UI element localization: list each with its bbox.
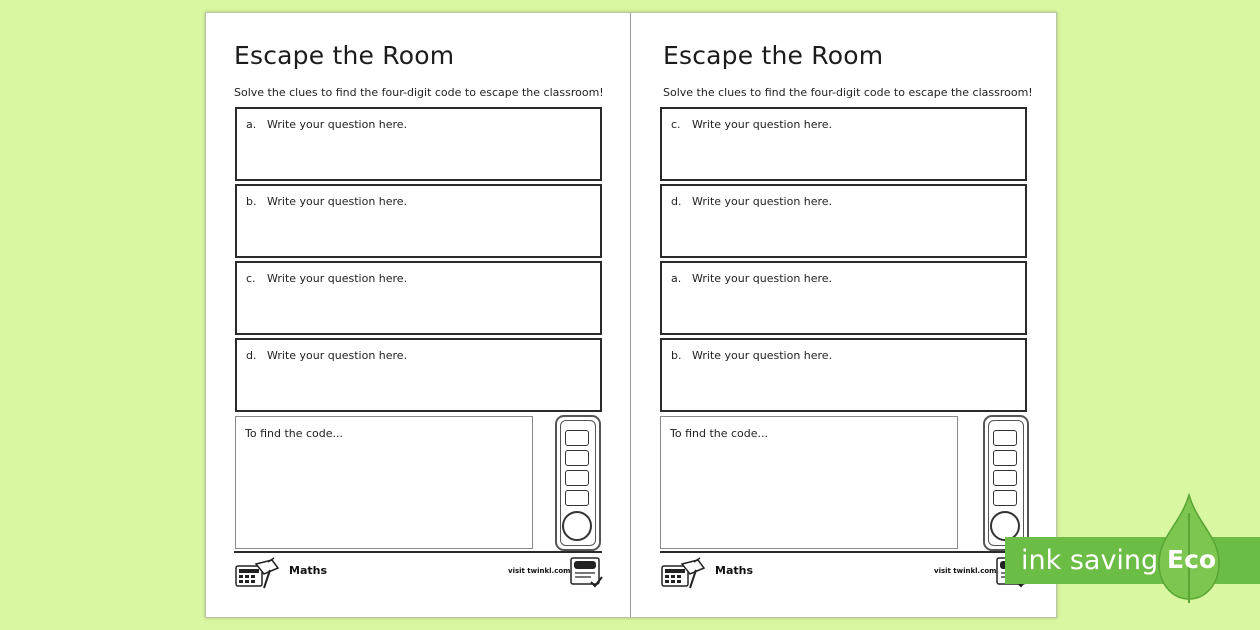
code-digit-slot: [993, 430, 1017, 446]
code-digit-slot: [565, 430, 589, 446]
question-text: Write your question here.: [692, 349, 833, 362]
worksheet-page-left: [206, 13, 632, 617]
code-prompt: To find the code...: [670, 427, 769, 440]
ink-saving-eco-badge: [1005, 493, 1260, 605]
code-digit-slot: [565, 490, 589, 506]
ink-saving-label: ink saving: [1021, 545, 1159, 576]
question-box: [660, 184, 1027, 258]
footer-rule: [660, 551, 1028, 553]
question-text: Write your question here.: [692, 195, 833, 208]
question-box: [235, 107, 602, 181]
code-working-box: [235, 416, 533, 549]
question-text: Write your question here.: [692, 118, 833, 131]
page-title: Escape the Room: [234, 41, 455, 70]
page-instructions: Solve the clues to find the four-digit code to escape the classroom!: [234, 86, 604, 99]
question-box: [660, 261, 1027, 335]
question-letter: b.: [671, 349, 682, 362]
question-text: Write your question here.: [267, 272, 408, 285]
website-link: visit twinkl.com: [934, 567, 997, 575]
subject-label: Maths: [289, 564, 328, 577]
twinkl-logo-icon: [569, 555, 603, 589]
lock-dial: [562, 511, 592, 541]
question-text: Write your question here.: [692, 272, 833, 285]
question-letter: c.: [671, 118, 681, 131]
question-letter: d.: [246, 349, 257, 362]
question-letter: a.: [671, 272, 682, 285]
eco-label: Eco: [1167, 545, 1217, 574]
page-instructions: Solve the clues to find the four-digit code to escape the classroom!: [663, 86, 1033, 99]
code-working-box: [660, 416, 958, 549]
code-digit-slot: [993, 450, 1017, 466]
code-digit-slot: [565, 450, 589, 466]
page-title: Escape the Room: [663, 41, 884, 70]
question-box: [660, 107, 1027, 181]
code-digit-slot: [993, 470, 1017, 486]
question-box: [235, 338, 602, 412]
question-box: [235, 261, 602, 335]
website-link: visit twinkl.com: [508, 567, 571, 575]
question-letter: c.: [246, 272, 256, 285]
code-digit-slot: [565, 470, 589, 486]
question-letter: b.: [246, 195, 257, 208]
question-text: Write your question here.: [267, 118, 408, 131]
calculator-icon: [660, 556, 708, 590]
worksheet-page-right: [632, 13, 1058, 617]
question-box: [235, 184, 602, 258]
question-text: Write your question here.: [267, 349, 408, 362]
question-letter: a.: [246, 118, 257, 131]
calculator-icon: [234, 556, 282, 590]
code-prompt: To find the code...: [245, 427, 344, 440]
combination-lock-icon: [555, 415, 601, 551]
subject-label: Maths: [715, 564, 754, 577]
worksheet-preview: [205, 12, 1057, 618]
question-text: Write your question here.: [267, 195, 408, 208]
footer-rule: [234, 551, 602, 553]
question-letter: d.: [671, 195, 682, 208]
question-box: [660, 338, 1027, 412]
